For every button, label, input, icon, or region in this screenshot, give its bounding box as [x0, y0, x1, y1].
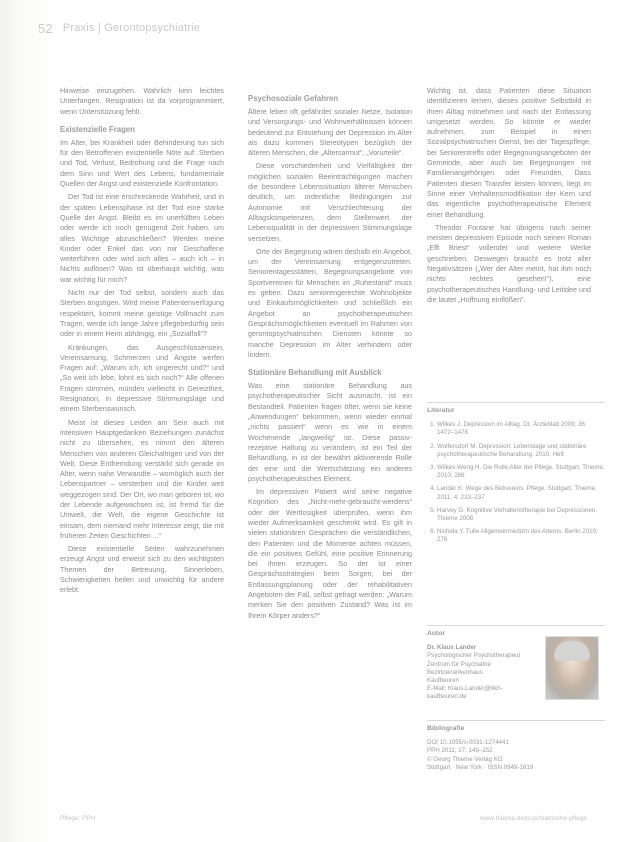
author-email[interactable]: E-Mail: Klaus.Lander@bkh-kaufbeuren.de — [427, 685, 503, 701]
paragraph: Theodor Fontane hat übrigens nach seiner meisten depressiven Episode noch seinen Roman „Effi Briest“ vollendet und weitere Werke geschrieben. Deswegen braucht es trotz aller Negativsätzen („Wer der Alter meint, hat ihm noch nichts rechtes gesehen!“), eine psychotherapeutisches Handlung- und Leitidee und die lautet „Hoffnung einflößen“. — [427, 222, 591, 304]
author-box — [427, 625, 605, 711]
paragraph: Im Alter, bei Krankheit oder Behinderung tun sich für den Betroffenen existentielle Nöte auf: Sterben und Tod, Verlust, Bedrohung und die Frage nach dem Sinn und Wert des Lebens, fundamentale Quellen der Angst und existenzielle Konfrontation. — [60, 137, 224, 189]
author-place: Kaufbeuren — [427, 677, 459, 685]
paragraph: Ältere leben oft gefährdet sozialer Netze, Isolation und Versorgungs- und Wohnverhältnissen können bedeutend zur Entstehung der Depression im Alter als dazu kommen Stereotypen bezüglich der älteren Menschen, die „Altersarmut“, „Vorurteile“. — [248, 107, 412, 158]
paragraph: Diese existentielle Seiten wahrzunehmen erzeugt Angst und erweist sich zu den wichtigsten Themen der Betreuung, Sinnerleben, Schwierigkeiten heilen und unwichtig für andere erlebt. — [60, 544, 224, 595]
page-header — [38, 18, 200, 38]
paragraph: Hinweise einzugehen. Wahrlich kein leichtes Unterfangen. Resignation ist da vorprogrammiert, wenn Unterstützung fehlt. — [60, 86, 224, 116]
section-heading: Existenzielle Fragen — [60, 124, 135, 134]
text-column-3 — [427, 86, 591, 308]
author-heading: Autor — [427, 630, 446, 637]
section-heading: Stationäre Behandlung mit Ausblick — [248, 368, 382, 378]
paragraph: Der Tod ist eine erschreckende Wahrheit, und in der späten Lebensphase ist der Tod eine starke Quelle der Angst. Bleibt es im unerfüllten Leben oder werde ich noch genügend Zeit haben, um alles Wichtige abzuschließen? Werden meine Kinder oder Enkel das von mir Geschaffene weiterführen oder wird sich alles – auch ich – in Nichts auflösen? Was ist überhaupt wichtig, was war wichtig für mich? — [60, 192, 224, 284]
literature-item: 5. Harvey G. Kognitive Verhaltenstherapie bei Depressionen. Thieme 2008 — [437, 507, 605, 523]
text-column-1 — [60, 86, 224, 599]
literature-item: 1. Wilkes J. Depression im Alltag. Dt. Ärzteblatt 2009; 36: 1472–1478 — [437, 421, 605, 437]
section-heading: Psychosoziale Gefahren — [248, 94, 339, 103]
paragraph: Diese vorschiedenheit und Vielfältigkeit der möglichen sozialen Beeinträchtigungen machen die besondere Lebenssituation älterer Menschen deutlich, um ordentliche Bedingungen zur Autonomie mit Verschlechterung der Alltagskompetenzen, dem Stellenwert der Lebensqualität in der depressiven Stimmungslage versetzen. — [248, 161, 412, 243]
paragraph: Kränkungen, das Ausgeschlossensein, Vereinsamung, Schmerzen und Ängste werfen Fragen auf: „Warum ich, ich ungerecht und?“ und „So weit ich lebe, lohnt es sich noch?“ Alle offenen Fragen stimmen, münden vielleicht in Gereiztheit, Resignation, in depressive Stimmungslage und einem Sterbenswunsch. — [60, 342, 224, 414]
paragraph: Meist ist dieses Leiden am Sein auch mit intensiven Hauptgedanken Beziehungen zunächst nicht zu übersehen, es nimmt den älteren Menschen von anderen Gleichaltrigen und von der Welt. Diese Entfremdung verstärkt sich gerade im Alter, wenn nahe Verwandte – womöglich auch der Lebenspartner – versterben und die Kinder weit weggezogen sind. Der Ort, wo man geboren ist, wo der Lebende aufgewachsen ist, ist fremd für die Umwelt, die Welt, die eigene Geschichte ist einsam, dem niemand mehr Interesse zeigt, die mit früheren Zeiten Geschichten ...“ — [60, 417, 224, 540]
paragraph: Wichtig ist, dass Patienten diese Situation identifizieren lernen, dieses positive Selbstbild in ihren Alltag mitnehmen und nach der Entlassung umgesetzt werden. So könnte er wieder aufnehmen, zum Beispiel in einen Sozialpsychiatrischen Dienst, bei der Tagespflege, bei Seniorentreffs oder Begegnungsangeboten der Gemeinde, aber auch bei Begegnungen mit Familienangehörigen oder Freunden. Dass Patienten diesen Transfer leisten können, liegt im Sinne einer Verhaltensmodifikation der Kern und das eigentliche psychotherapeutische Element einer Behandlung. — [427, 86, 591, 219]
author-name: Dr. Klaus Lander — [427, 644, 477, 652]
literature-heading: Literatur — [427, 407, 455, 414]
text-column-2 — [248, 86, 412, 624]
bibliography-box — [427, 720, 605, 772]
literature-item: 2. Wolfersdorf M. Depression: Lebenslage und stationäre psychotherapeutische Behandlung. 2010; Heft — [437, 443, 605, 459]
literature-item: 6. Nishida Y. Tulle Allgemeinmedizin des Alterns. Berlin 2010; 278 — [437, 528, 605, 544]
author-photo — [545, 636, 599, 700]
literature-list — [427, 421, 605, 544]
bib-line: PPH 2011; 17: 149–152 — [427, 747, 493, 755]
bib-line: DOI 10.1055/s-0031-1274441 — [427, 739, 509, 747]
author-details — [427, 644, 537, 701]
paragraph: Was eine stationäre Behandlung aus psychotherapeutischer Sicht ausmacht, ist ein Bestandteil. Patienten fragen öfter, wenn sie keine „Anwendungen“ bekommen, wenn wieder einmal „nichts passiert“ wenn es wie in einem Wochenende „langweilig“ ist. Diese passiv-rezeptive Haltung zu verändern, ist ein Teil der Behandlung, in ist der bewährt aktivierende Rolle der eine und die Wertschätzung ein anderes psychotherapeutisches Element. — [248, 381, 412, 483]
bib-line: Stuttgart · New York · ISSN 0949-1619 — [427, 763, 534, 771]
literature-item: 4. Lander K. Wege des Betreuens. Pflege. Stuttgart, Thieme, 2011; 4: 233–237 — [437, 485, 605, 501]
page-footer — [60, 815, 587, 822]
section-title: Praxis | Gerontopsychiatrie — [62, 22, 201, 34]
bib-line: © Georg Thieme Verlag KG — [427, 755, 503, 763]
author-role: Psychologischer Psychotherapeut — [427, 652, 521, 660]
paragraph: Nicht nur der Tod selbst, sondern auch das Sterben ängstigen. Wird meine Patientenverfügung respektiert, kommt meine geistige Vollmacht zum Tragen, werde ich lange Jahre pflegebedürftig sein oder in einem Heim abhängig, ein „Sozialfall“? — [60, 288, 224, 339]
footer-left: Pflege: PPH — [60, 815, 96, 822]
paragraph: Im depressiven Patient wird seine negative Kognition des „Nicht-mehr-gebraucht-werdens“ oder der Wertlosigkeit überprüfen, wenn ihm wieder Aufmerksamkeit geschenkt wird. Es gilt in vielen stationären Gesprächen die verständlichen, den Patienten und die Momente achten müssen, die ein positives Gefühl, eine positive Erinnerung bei ihnen erzeugen. So der ist einer Gesprächsstrategien beim Sorgen, bei der Entlassungsplanung oder der rehabilitativen Angeboten der Fall, selbst gefragt werden: „Warum merken Sie den positiven Zustand? Was ist im Ihrem Körper anders?“ — [248, 487, 412, 620]
literature-box — [427, 402, 605, 550]
page-number: 52 — [38, 20, 53, 36]
paragraph: Orte der Begegnung wären deshalb ein Angebot, um der Vereinsamung entgegenzutreten. Seniorentagesstätten, Begegnungsangebote von Sportvereinen für Menschen im „Ruhestand“ muss es geben. Dazu seniorengerechte Wohnobjekte und Einkaufsmöglichkeiten und schließlich ein Angebot an psychotherapeutischen Gesprächsmöglichkeiten eventuell im Rahmen von gerontopsychiatrischen Diensten könnte so manche Depression im Alter verhindern oder lindern. — [248, 246, 412, 359]
footer-url[interactable]: www.thieme.de/psychiatrische-pflege — [480, 815, 587, 822]
author-org: Zentrum für Psychiatrie Bezirkskrankenhaus — [427, 660, 491, 676]
literature-item: 3. Wilkes-Weng H. Die Rolle Alter der Pflege. Stuttgart, Thieme, 2010; 288 — [437, 464, 605, 480]
bibliography-heading: Bibliografie — [427, 725, 465, 732]
